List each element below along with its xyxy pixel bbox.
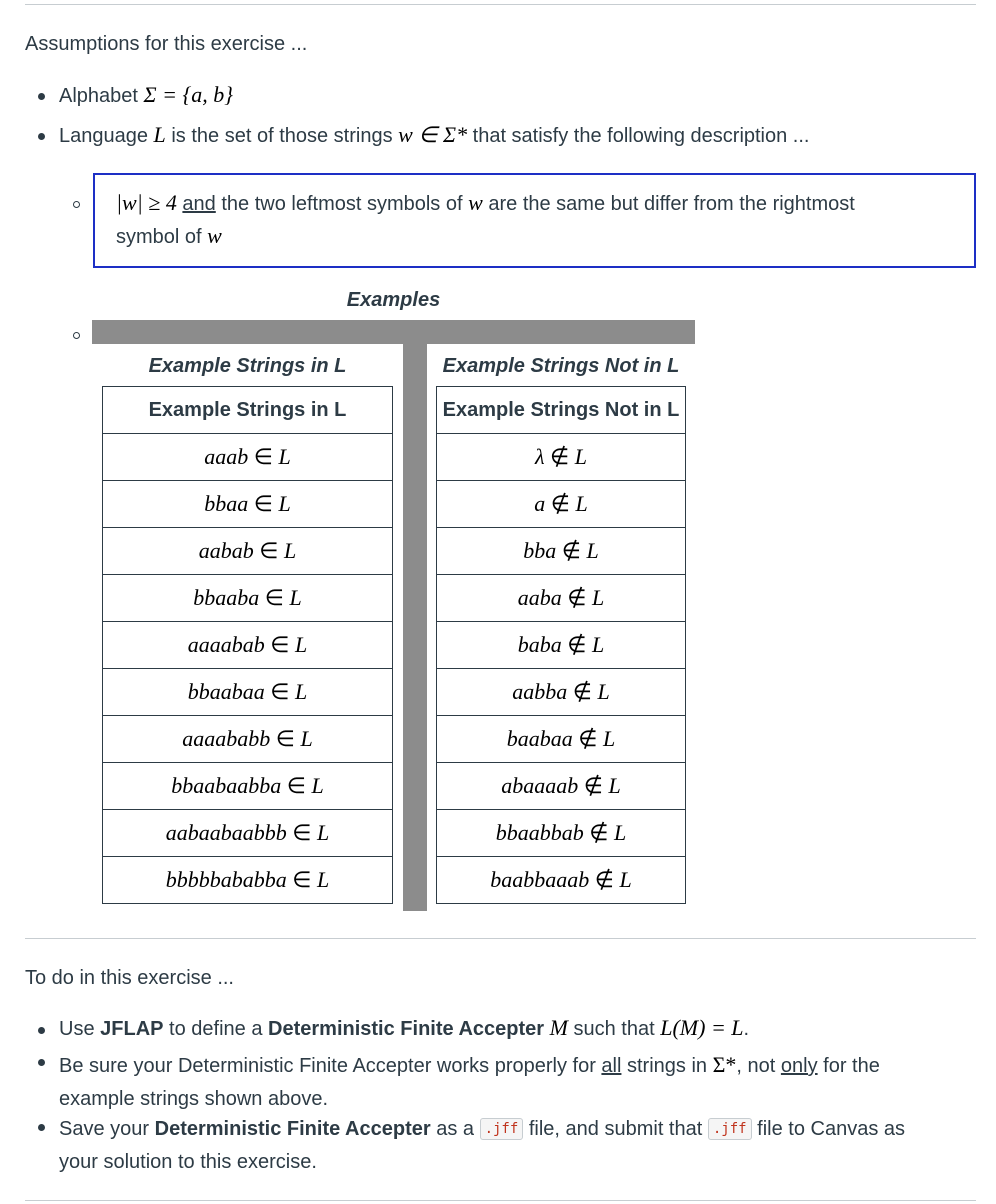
membership-symbol: ∉ bbox=[594, 867, 614, 892]
membership-symbol: ∉ bbox=[589, 820, 609, 845]
sigma-star: Σ* bbox=[712, 1052, 737, 1077]
membership-symbol: ∈ bbox=[286, 773, 306, 798]
in-table-caption: Example Strings in L bbox=[148, 355, 347, 377]
language-symbol: L bbox=[294, 679, 308, 704]
language-symbol: L bbox=[300, 726, 313, 751]
in-l-row-cell bbox=[103, 763, 393, 810]
assumptions-heading: Assumptions for this exercise ... bbox=[25, 33, 308, 55]
not-in-l-row-cell bbox=[437, 528, 686, 575]
example-string: bbaabaabba bbox=[171, 773, 282, 798]
in-l-row bbox=[103, 575, 393, 622]
todo2-mid: strings in bbox=[627, 1055, 708, 1077]
length-condition: |w| ≥ 4 bbox=[116, 190, 177, 215]
not-in-l-row bbox=[437, 481, 686, 528]
example-string: abaaaab bbox=[501, 773, 579, 798]
in-l-row bbox=[103, 763, 393, 810]
language-symbol: L bbox=[289, 585, 302, 610]
alphabet-math: Σ = {a, b} bbox=[143, 82, 234, 107]
todo2-post: for the bbox=[823, 1055, 880, 1077]
middle-divider bbox=[25, 938, 976, 939]
language-symbol: L bbox=[316, 820, 330, 845]
in-l-row-cell bbox=[103, 810, 393, 857]
todo1-mid: to define a bbox=[169, 1018, 263, 1040]
not-in-l-row-cell bbox=[437, 434, 686, 481]
todo3-mid: as a bbox=[436, 1118, 475, 1140]
desc-text-1: the two leftmost symbols of bbox=[221, 193, 463, 215]
example-string: a bbox=[534, 491, 546, 516]
example-string: bbaabaa bbox=[187, 679, 265, 704]
language-description-box bbox=[93, 173, 976, 268]
bullet-dot bbox=[38, 1059, 45, 1066]
membership-symbol: ∈ bbox=[253, 444, 273, 469]
in-l-table bbox=[102, 386, 393, 904]
example-string: aaab bbox=[204, 444, 249, 469]
membership-symbol: ∈ bbox=[253, 491, 273, 516]
not-in-l-row-cell bbox=[437, 575, 686, 622]
in-l-row bbox=[103, 857, 393, 904]
bullet-dot bbox=[38, 1124, 45, 1131]
in-l-row bbox=[103, 622, 393, 669]
example-string: baabaa bbox=[506, 726, 573, 751]
todo3-pre: Save your bbox=[59, 1118, 150, 1140]
membership-symbol: ∉ bbox=[578, 726, 598, 751]
in-l-row-cell bbox=[103, 434, 393, 481]
example-string: bbaaba bbox=[193, 585, 260, 610]
not-in-l-row-cell bbox=[437, 763, 686, 810]
language-symbol: L bbox=[619, 867, 632, 892]
not-in-l-row bbox=[437, 434, 686, 481]
example-string: bba bbox=[523, 538, 557, 563]
not-in-l-row-cell bbox=[437, 857, 686, 904]
not-in-l-row bbox=[437, 575, 686, 622]
in-l-row bbox=[103, 434, 393, 481]
example-string: aabaabaabbb bbox=[165, 820, 287, 845]
example-string: bbaa bbox=[204, 491, 249, 516]
not-in-l-row bbox=[437, 669, 686, 716]
in-l-row-cell bbox=[103, 481, 393, 528]
example-string: aaaabab bbox=[187, 632, 265, 657]
not-in-l-row bbox=[437, 857, 686, 904]
todo1-pre: Use bbox=[59, 1018, 95, 1040]
todo1-end: . bbox=[743, 1018, 750, 1040]
membership-symbol: ∉ bbox=[583, 773, 603, 798]
membership-symbol: ∉ bbox=[567, 585, 587, 610]
language-symbol: L bbox=[294, 632, 308, 657]
membership-symbol: ∈ bbox=[275, 726, 295, 751]
example-string: aabba bbox=[512, 679, 568, 704]
not-in-l-row bbox=[437, 622, 686, 669]
not-in-l-row bbox=[437, 528, 686, 575]
membership-symbol: ∉ bbox=[561, 538, 581, 563]
language-symbol: L bbox=[153, 122, 166, 147]
not-in-l-row-cell bbox=[437, 481, 686, 528]
membership-symbol: ∈ bbox=[264, 585, 284, 610]
dfa-bold: Deterministic Finite Accepter bbox=[268, 1018, 545, 1040]
todo-item-1 bbox=[59, 1015, 749, 1041]
language-symbol: L bbox=[586, 538, 599, 563]
sub-bullet-circle bbox=[73, 332, 80, 339]
example-string: aabab bbox=[198, 538, 254, 563]
in-l-row bbox=[103, 481, 393, 528]
language-label-post: that satisfy the following description ... bbox=[472, 125, 810, 147]
membership-symbol: ∉ bbox=[572, 679, 592, 704]
language-symbol: L bbox=[575, 491, 588, 516]
jff-code-1: .jff bbox=[480, 1118, 524, 1140]
bullet-dot bbox=[38, 133, 45, 140]
in-l-row bbox=[103, 716, 393, 763]
not-in-l-row-cell bbox=[437, 622, 686, 669]
membership-symbol: ∉ bbox=[550, 444, 570, 469]
language-symbol: L bbox=[597, 679, 610, 704]
not-in-l-row bbox=[437, 763, 686, 810]
in-l-row bbox=[103, 528, 393, 575]
example-string: aaba bbox=[517, 585, 562, 610]
example-string: aaaababb bbox=[182, 726, 271, 751]
only-underlined: only bbox=[780, 1055, 818, 1077]
desc-text-3: symbol of bbox=[116, 226, 202, 248]
desc-w-1: w bbox=[468, 190, 483, 215]
todo3-mid2: file, and submit that bbox=[528, 1118, 703, 1140]
desc-text-2: are the same but differ from the rightmost bbox=[488, 193, 855, 215]
not-in-l-row bbox=[437, 716, 686, 763]
membership-symbol: ∈ bbox=[292, 820, 312, 845]
todo-heading: To do in this exercise ... bbox=[25, 967, 234, 989]
language-symbol: L bbox=[278, 491, 291, 516]
not-in-l-row-cell bbox=[437, 810, 686, 857]
not-in-l-header: Example Strings Not in L bbox=[437, 387, 686, 434]
language-math: w ∈ Σ* bbox=[398, 122, 468, 147]
example-string: bbbbbababba bbox=[165, 867, 287, 892]
todo2-pre: Be sure your Deterministic Finite Accepter works properly for bbox=[59, 1055, 596, 1077]
todo2-mid2: , not bbox=[736, 1055, 776, 1077]
language-symbol: L bbox=[602, 726, 616, 751]
example-string: baba bbox=[517, 632, 562, 657]
lm-equation: L(M) = L bbox=[660, 1015, 744, 1040]
language-symbol: L bbox=[278, 444, 291, 469]
language-symbol: L bbox=[613, 820, 627, 845]
in-l-row bbox=[103, 810, 393, 857]
todo-item-2 bbox=[59, 1048, 880, 1116]
language-symbol: L bbox=[608, 773, 621, 798]
membership-symbol: ∈ bbox=[270, 632, 290, 657]
todo-item-3 bbox=[59, 1113, 905, 1179]
bullet-dot bbox=[38, 93, 45, 100]
top-divider bbox=[25, 4, 976, 5]
membership-symbol: ∈ bbox=[292, 867, 312, 892]
language-symbol: L bbox=[311, 773, 324, 798]
todo3-post: file to Canvas as bbox=[757, 1118, 905, 1140]
examples-frame-divider bbox=[403, 344, 427, 911]
example-string: baabbaaab bbox=[490, 867, 590, 892]
desc-w-2: w bbox=[207, 223, 222, 248]
alphabet-label: Alphabet bbox=[59, 85, 138, 107]
examples-frame-top bbox=[92, 320, 695, 344]
todo3-line2: your solution to this exercise. bbox=[59, 1151, 317, 1173]
not-in-l-row-cell bbox=[437, 669, 686, 716]
in-l-row-cell bbox=[103, 528, 393, 575]
in-l-row-cell bbox=[103, 622, 393, 669]
examples-caption: Examples bbox=[346, 289, 441, 311]
language-label-pre: Language bbox=[59, 125, 148, 147]
todo1-post: such that bbox=[573, 1018, 655, 1040]
language-symbol: L bbox=[574, 444, 587, 469]
language-symbol: L bbox=[283, 538, 297, 563]
not-in-l-table bbox=[436, 386, 686, 904]
in-l-row-cell bbox=[103, 857, 393, 904]
membership-symbol: ∈ bbox=[270, 679, 290, 704]
example-string: bbaabbab bbox=[495, 820, 584, 845]
all-underlined: all bbox=[601, 1055, 622, 1077]
in-l-row-cell bbox=[103, 575, 393, 622]
sub-bullet-circle bbox=[73, 201, 80, 208]
jflap-bold: JFLAP bbox=[100, 1018, 164, 1040]
language-label-mid: is the set of those strings bbox=[171, 125, 393, 147]
membership-symbol: ∉ bbox=[550, 491, 570, 516]
example-string: λ bbox=[535, 444, 545, 469]
membership-symbol: ∉ bbox=[567, 632, 587, 657]
language-item bbox=[59, 122, 809, 148]
machine-symbol: M bbox=[549, 1015, 568, 1040]
in-l-row bbox=[103, 669, 393, 716]
not-in-l-row bbox=[437, 810, 686, 857]
not-in-table-caption: Example Strings Not in L bbox=[442, 355, 680, 377]
jff-code-2: .jff bbox=[708, 1118, 752, 1140]
language-symbol: L bbox=[591, 585, 605, 610]
bullet-dot bbox=[38, 1027, 45, 1034]
not-in-l-row-cell bbox=[437, 716, 686, 763]
dfa-bold-2: Deterministic Finite Accepter bbox=[154, 1118, 431, 1140]
language-symbol: L bbox=[316, 867, 330, 892]
in-l-row-cell bbox=[103, 716, 393, 763]
todo2-line2: example strings shown above. bbox=[59, 1088, 329, 1110]
in-l-header: Example Strings in L bbox=[103, 387, 393, 434]
membership-symbol: ∈ bbox=[259, 538, 279, 563]
bottom-divider bbox=[25, 1200, 976, 1201]
and-word: and bbox=[182, 193, 216, 215]
language-symbol: L bbox=[591, 632, 605, 657]
in-l-row-cell bbox=[103, 669, 393, 716]
alphabet-item bbox=[59, 82, 233, 108]
